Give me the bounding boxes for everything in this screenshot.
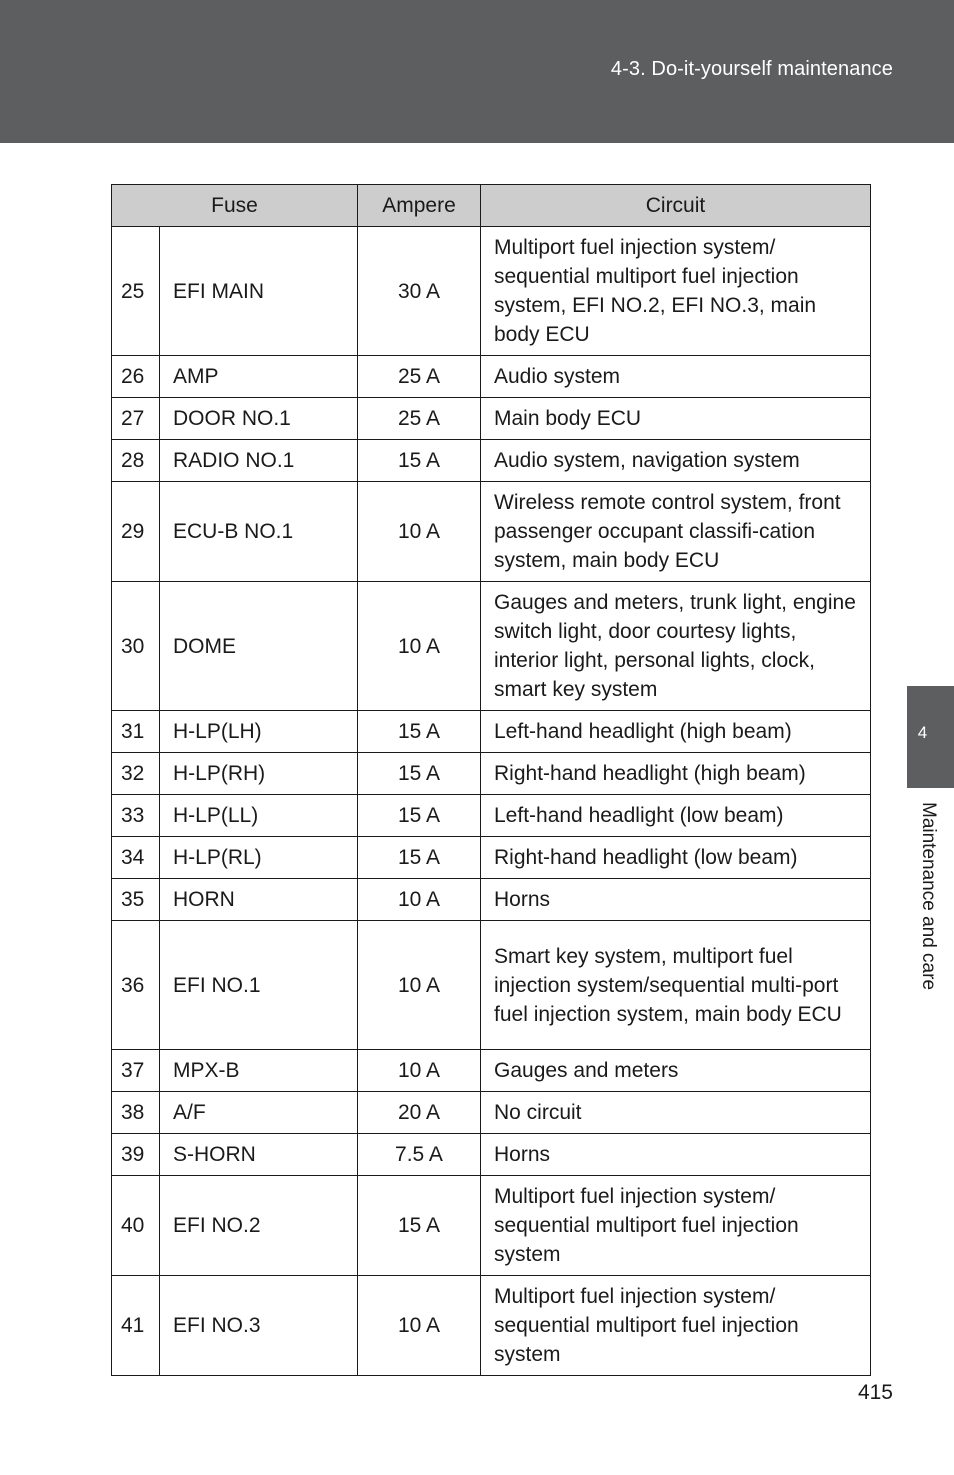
fuse-name: DOME: [160, 582, 358, 711]
fuse-ampere: 20 A: [358, 1092, 481, 1134]
fuse-number: 38: [112, 1092, 160, 1134]
fuse-ampere: 10 A: [358, 1050, 481, 1092]
fuse-number: 32: [112, 753, 160, 795]
fuse-number: 41: [112, 1276, 160, 1376]
fuse-name: A/F: [160, 1092, 358, 1134]
fuse-name: EFI NO.3: [160, 1276, 358, 1376]
fuse-name: AMP: [160, 356, 358, 398]
table-row: [112, 1176, 871, 1276]
fuse-circuit: Smart key system, multiport fuel injection system/sequential multi-port fuel injection system, main body ECU: [481, 921, 871, 1050]
table-row: [112, 837, 871, 879]
fuse-circuit: Left-hand headlight (low beam): [481, 795, 871, 837]
fuse-number: 36: [112, 921, 160, 1050]
table-row: [112, 1050, 871, 1092]
fuse-circuit: Horns: [481, 879, 871, 921]
fuse-circuit: Horns: [481, 1134, 871, 1176]
fuse-number: 33: [112, 795, 160, 837]
fuse-ampere: 15 A: [358, 795, 481, 837]
fuse-number: 29: [112, 482, 160, 582]
fuse-ampere: 30 A: [358, 227, 481, 356]
table-row: [112, 1092, 871, 1134]
fuse-name: H-LP(LL): [160, 795, 358, 837]
fuse-number: 35: [112, 879, 160, 921]
table-row: [112, 227, 871, 356]
chapter-tab: [907, 686, 954, 788]
fuse-circuit: Wireless remote control system, front passenger occupant classifi-cation system, main body ECU: [481, 482, 871, 582]
header-ampere: Ampere: [358, 185, 481, 227]
table-row: [112, 582, 871, 711]
fuse-name: S-HORN: [160, 1134, 358, 1176]
page-number: 415: [857, 1381, 893, 1404]
fuse-table: [111, 184, 871, 1376]
fuse-name: H-LP(RH): [160, 753, 358, 795]
table-row: [112, 398, 871, 440]
fuse-ampere: 25 A: [358, 356, 481, 398]
fuse-number: 37: [112, 1050, 160, 1092]
fuse-name: H-LP(RL): [160, 837, 358, 879]
fuse-ampere: 15 A: [358, 711, 481, 753]
fuse-number: 25: [112, 227, 160, 356]
table-row: [112, 753, 871, 795]
fuse-circuit: Left-hand headlight (high beam): [481, 711, 871, 753]
fuse-name: RADIO NO.1: [160, 440, 358, 482]
fuse-name: HORN: [160, 879, 358, 921]
chapter-number: 4: [917, 723, 928, 742]
fuse-ampere: 25 A: [358, 398, 481, 440]
fuse-ampere: 10 A: [358, 1276, 481, 1376]
table-row: [112, 1276, 871, 1376]
fuse-ampere: 15 A: [358, 753, 481, 795]
fuse-number: 28: [112, 440, 160, 482]
fuse-number: 31: [112, 711, 160, 753]
fuse-name: EFI NO.2: [160, 1176, 358, 1276]
table-row: [112, 482, 871, 582]
fuse-number: 27: [112, 398, 160, 440]
fuse-number: 39: [112, 1134, 160, 1176]
table-header-row: [112, 185, 871, 227]
fuse-ampere: 15 A: [358, 440, 481, 482]
table-row: [112, 711, 871, 753]
fuse-ampere: 7.5 A: [358, 1134, 481, 1176]
fuse-ampere: 10 A: [358, 582, 481, 711]
table-row: [112, 1134, 871, 1176]
header-fuse: Fuse: [112, 185, 358, 227]
fuse-ampere: 10 A: [358, 879, 481, 921]
fuse-number: 40: [112, 1176, 160, 1276]
fuse-circuit: No circuit: [481, 1092, 871, 1134]
table-row: [112, 795, 871, 837]
header-circuit: Circuit: [481, 185, 871, 227]
fuse-ampere: 10 A: [358, 482, 481, 582]
fuse-circuit: Right-hand headlight (high beam): [481, 753, 871, 795]
chapter-label: Maintenance and care: [918, 802, 939, 991]
fuse-circuit: Multiport fuel injection system/ sequential multiport fuel injection system: [481, 1276, 871, 1376]
fuse-name: EFI MAIN: [160, 227, 358, 356]
fuse-name: MPX-B: [160, 1050, 358, 1092]
fuse-circuit: Audio system: [481, 356, 871, 398]
fuse-name: DOOR NO.1: [160, 398, 358, 440]
table-row: [112, 921, 871, 1050]
table-row: [112, 356, 871, 398]
fuse-circuit: Gauges and meters: [481, 1050, 871, 1092]
fuse-name: EFI NO.1: [160, 921, 358, 1050]
fuse-circuit: Right-hand headlight (low beam): [481, 837, 871, 879]
fuse-number: 26: [112, 356, 160, 398]
fuse-number: 34: [112, 837, 160, 879]
fuse-ampere: 15 A: [358, 837, 481, 879]
fuse-name: H-LP(LH): [160, 711, 358, 753]
table-row: [112, 879, 871, 921]
fuse-name: ECU-B NO.1: [160, 482, 358, 582]
table-row: [112, 440, 871, 482]
fuse-circuit: Multiport fuel injection system/ sequential multiport fuel injection system, EFI NO.2, EFI NO.3, main body ECU: [481, 227, 871, 356]
section-title: 4-3. Do-it-yourself maintenance: [610, 58, 893, 80]
header-band: [0, 0, 954, 143]
fuse-circuit: Main body ECU: [481, 398, 871, 440]
fuse-ampere: 10 A: [358, 921, 481, 1050]
fuse-number: 30: [112, 582, 160, 711]
fuse-ampere: 15 A: [358, 1176, 481, 1276]
fuse-circuit: Gauges and meters, trunk light, engine switch light, door courtesy lights, interior light, personal lights, clock, smart key system: [481, 582, 871, 711]
fuse-circuit: Audio system, navigation system: [481, 440, 871, 482]
fuse-circuit: Multiport fuel injection system/ sequential multiport fuel injection system: [481, 1176, 871, 1276]
